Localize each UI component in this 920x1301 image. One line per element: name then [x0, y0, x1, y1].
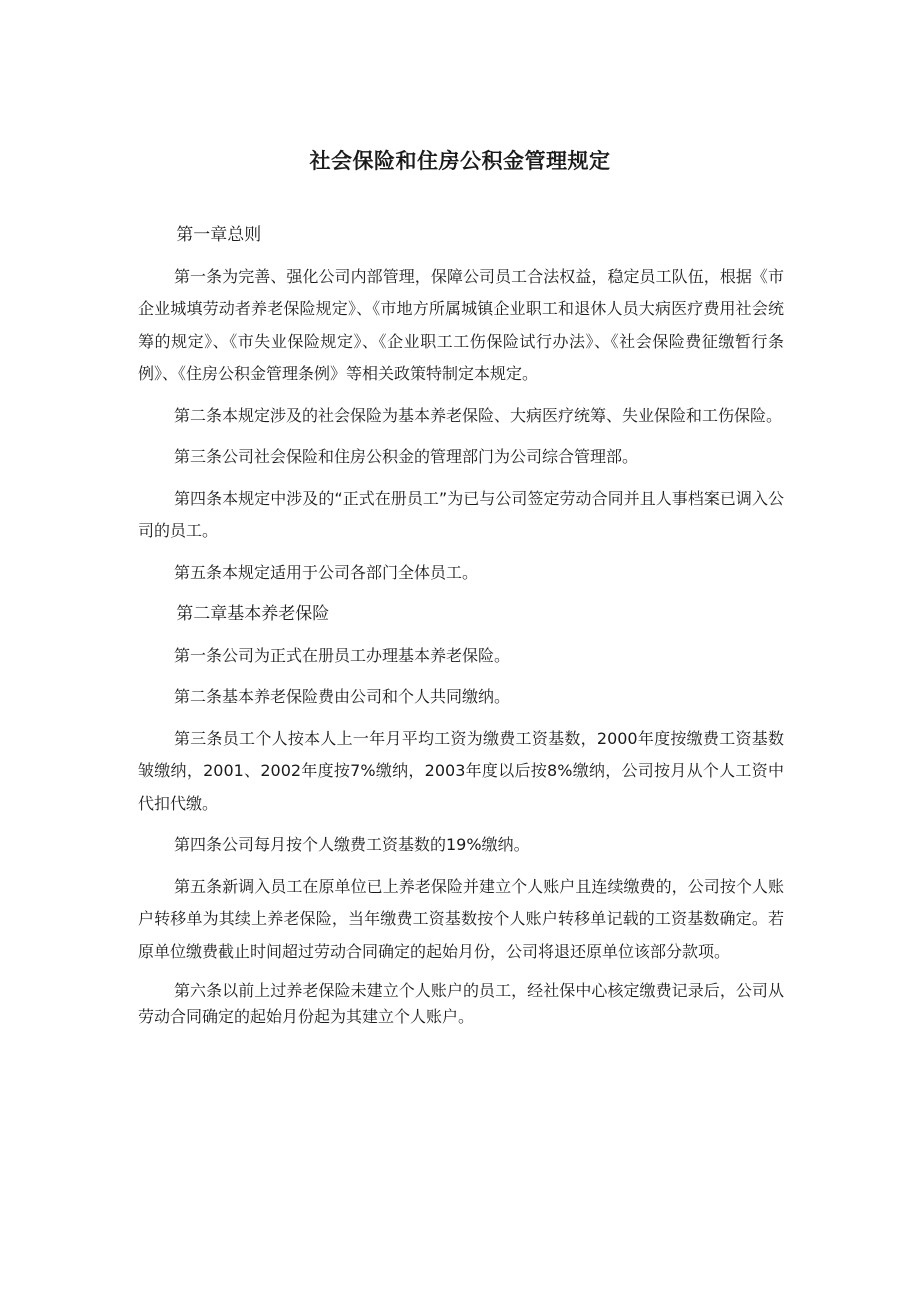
- document-title: 社会保险和住房公积金管理规定: [309, 149, 611, 173]
- article-paragraph: 第五条本规定适用于公司各部门全体员工。: [174, 562, 479, 582]
- article-paragraph: 第六条以前上过养老保险未建立个人账户的员工，经社保中心核定缴费记录后，公司从劳动合同确定的起始月份起为其建立个人账户。: [138, 981, 784, 1026]
- article-paragraph: 第一条为完善、强化公司内部管理，保障公司员工合法权益，稳定员工队伍，根据《市企业城填劳动者养老保险规定》、《市地方所属城镇企业职工和退休人员大病医疗费用社会统筹的规定》、《市失业保险规定》、《企业职工工伤保险试行办法》、《社会保险费征缴暂行条例》、《住房公积金管理条例》等相关政策特制定本规定。: [138, 266, 784, 383]
- article-paragraph: 第三条员工个人按本人上一年月平均工资为缴费工资基数，2000年度按缴费工资基数皱缴纳，2001、2002年度按7%缴纳，2003年度以后按8%缴纳，公司按月从个人工资中代扣代缴。: [138, 728, 784, 813]
- article-paragraph: 第四条本规定中涉及的“正式在册员工”为已与公司签定劳动合同并且人事档案已调入公司的员工。: [138, 488, 784, 540]
- chapter-heading: 第一章总则: [176, 225, 262, 245]
- article-paragraph: 第二条本规定涉及的社会保险为基本养老保险、大病医疗统筹、失业保险和工伤保险。: [174, 405, 783, 425]
- article-paragraph: 第一条公司为正式在册员工办理基本养老保险。: [174, 645, 511, 665]
- article-paragraph: 第三条公司社会保险和住房公积金的管理部门为公司综合管理部。: [174, 447, 639, 466]
- article-paragraph: 第五条新调入员工在原单位已上养老保险并建立个人账户且连续缴费的，公司按个人账户转移单为其续上养老保险，当年缴费工资基数按个人账户转移单记载的工资基数确定。若原单位缴费截止时间超过劳动合同确定的起始月份，公司将退还原单位该部分款项。: [138, 876, 784, 961]
- document-body: [138, 219, 784, 1039]
- chapter-heading: 第二章基本养老保险: [176, 604, 330, 624]
- article-paragraph: 第四条公司每月按个人缴费工资基数的19%缴纳。: [174, 835, 530, 854]
- article-paragraph: 第二条基本养老保险费由公司和个人共同缴纳。: [174, 687, 511, 706]
